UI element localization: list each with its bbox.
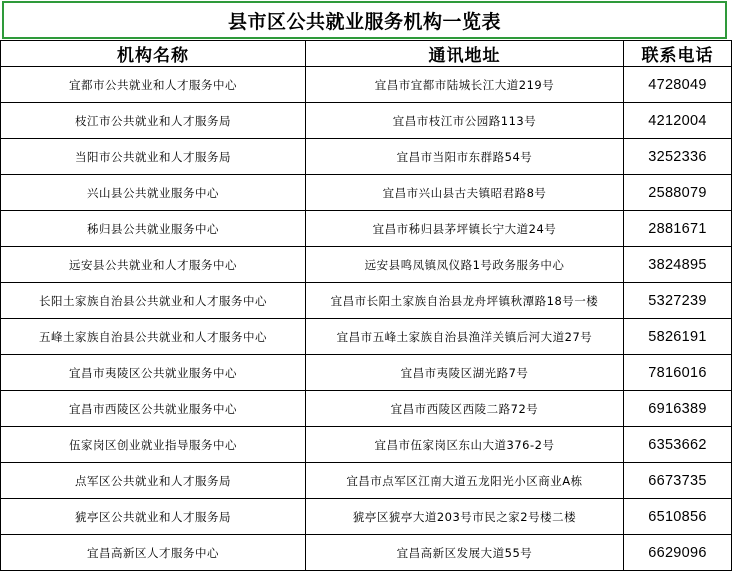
table-title[interactable]: 县市区公共就业服务机构一览表 bbox=[2, 1, 727, 39]
address-cell[interactable]: 宜昌市秭归县茅坪镇长宁大道24号 bbox=[306, 211, 624, 247]
agency-name-cell[interactable]: 五峰土家族自治县公共就业和人才服务中心 bbox=[1, 319, 306, 355]
table-row bbox=[1, 355, 732, 391]
table-row bbox=[1, 67, 732, 103]
header-phone[interactable]: 联系电话 bbox=[624, 41, 732, 67]
phone-cell[interactable]: 4728049 bbox=[624, 67, 732, 103]
agency-name-cell[interactable]: 宜昌市西陵区公共就业服务中心 bbox=[1, 391, 306, 427]
address-cell[interactable]: 猇亭区猇亭大道203号市民之家2号楼二楼 bbox=[306, 499, 624, 535]
table-row bbox=[1, 175, 732, 211]
table-row bbox=[1, 211, 732, 247]
phone-cell[interactable]: 5327239 bbox=[624, 283, 732, 319]
phone-cell[interactable]: 6673735 bbox=[624, 463, 732, 499]
phone-cell[interactable]: 2588079 bbox=[624, 175, 732, 211]
phone-cell[interactable]: 7816016 bbox=[624, 355, 732, 391]
agency-name-cell[interactable]: 猇亭区公共就业和人才服务局 bbox=[1, 499, 306, 535]
address-cell[interactable]: 远安县鸣凤镇凤仪路1号政务服务中心 bbox=[306, 247, 624, 283]
address-cell[interactable]: 宜昌市枝江市公园路113号 bbox=[306, 103, 624, 139]
table-row bbox=[1, 139, 732, 175]
agency-name-cell[interactable]: 伍家岗区创业就业指导服务中心 bbox=[1, 427, 306, 463]
table-body bbox=[1, 67, 732, 571]
address-cell[interactable]: 宜昌市五峰土家族自治县渔洋关镇后河大道27号 bbox=[306, 319, 624, 355]
header-address[interactable]: 通讯地址 bbox=[306, 41, 624, 67]
agency-name-cell[interactable]: 长阳土家族自治县公共就业和人才服务中心 bbox=[1, 283, 306, 319]
address-cell[interactable]: 宜昌市宜都市陆城长江大道219号 bbox=[306, 67, 624, 103]
agency-name-cell[interactable]: 宜昌市夷陵区公共就业服务中心 bbox=[1, 355, 306, 391]
address-cell[interactable]: 宜昌市点军区江南大道五龙阳光小区商业A栋 bbox=[306, 463, 624, 499]
header-row bbox=[1, 41, 732, 67]
agency-name-cell[interactable]: 枝江市公共就业和人才服务局 bbox=[1, 103, 306, 139]
table-row bbox=[1, 499, 732, 535]
phone-cell[interactable]: 6510856 bbox=[624, 499, 732, 535]
table-row bbox=[1, 535, 732, 571]
agency-name-cell[interactable]: 当阳市公共就业和人才服务局 bbox=[1, 139, 306, 175]
address-cell[interactable]: 宜昌市伍家岗区东山大道376-2号 bbox=[306, 427, 624, 463]
agency-name-cell[interactable]: 宜都市公共就业和人才服务中心 bbox=[1, 67, 306, 103]
phone-cell[interactable]: 5826191 bbox=[624, 319, 732, 355]
table-row bbox=[1, 247, 732, 283]
address-cell[interactable]: 宜昌市当阳市东群路54号 bbox=[306, 139, 624, 175]
phone-cell[interactable]: 4212004 bbox=[624, 103, 732, 139]
table-row bbox=[1, 463, 732, 499]
agency-name-cell[interactable]: 点军区公共就业和人才服务局 bbox=[1, 463, 306, 499]
table-row bbox=[1, 319, 732, 355]
phone-cell[interactable]: 3252336 bbox=[624, 139, 732, 175]
phone-cell[interactable]: 6353662 bbox=[624, 427, 732, 463]
table-row bbox=[1, 283, 732, 319]
table-row bbox=[1, 391, 732, 427]
address-cell[interactable]: 宜昌市西陵区西陵二路72号 bbox=[306, 391, 624, 427]
address-cell[interactable]: 宜昌高新区发展大道55号 bbox=[306, 535, 624, 571]
address-cell[interactable]: 宜昌市长阳土家族自治县龙舟坪镇秋潭路18号一楼 bbox=[306, 283, 624, 319]
phone-cell[interactable]: 3824895 bbox=[624, 247, 732, 283]
address-cell[interactable]: 宜昌市兴山县古夫镇昭君路8号 bbox=[306, 175, 624, 211]
table-row bbox=[1, 103, 732, 139]
agency-name-cell[interactable]: 秭归县公共就业服务中心 bbox=[1, 211, 306, 247]
address-cell[interactable]: 宜昌市夷陵区湖光路7号 bbox=[306, 355, 624, 391]
agency-name-cell[interactable]: 远安县公共就业和人才服务中心 bbox=[1, 247, 306, 283]
header-name[interactable]: 机构名称 bbox=[1, 41, 306, 67]
phone-cell[interactable]: 2881671 bbox=[624, 211, 732, 247]
agency-table bbox=[0, 40, 732, 571]
phone-cell[interactable]: 6916389 bbox=[624, 391, 732, 427]
table-row bbox=[1, 427, 732, 463]
phone-cell[interactable]: 6629096 bbox=[624, 535, 732, 571]
agency-name-cell[interactable]: 兴山县公共就业服务中心 bbox=[1, 175, 306, 211]
agency-name-cell[interactable]: 宜昌高新区人才服务中心 bbox=[1, 535, 306, 571]
